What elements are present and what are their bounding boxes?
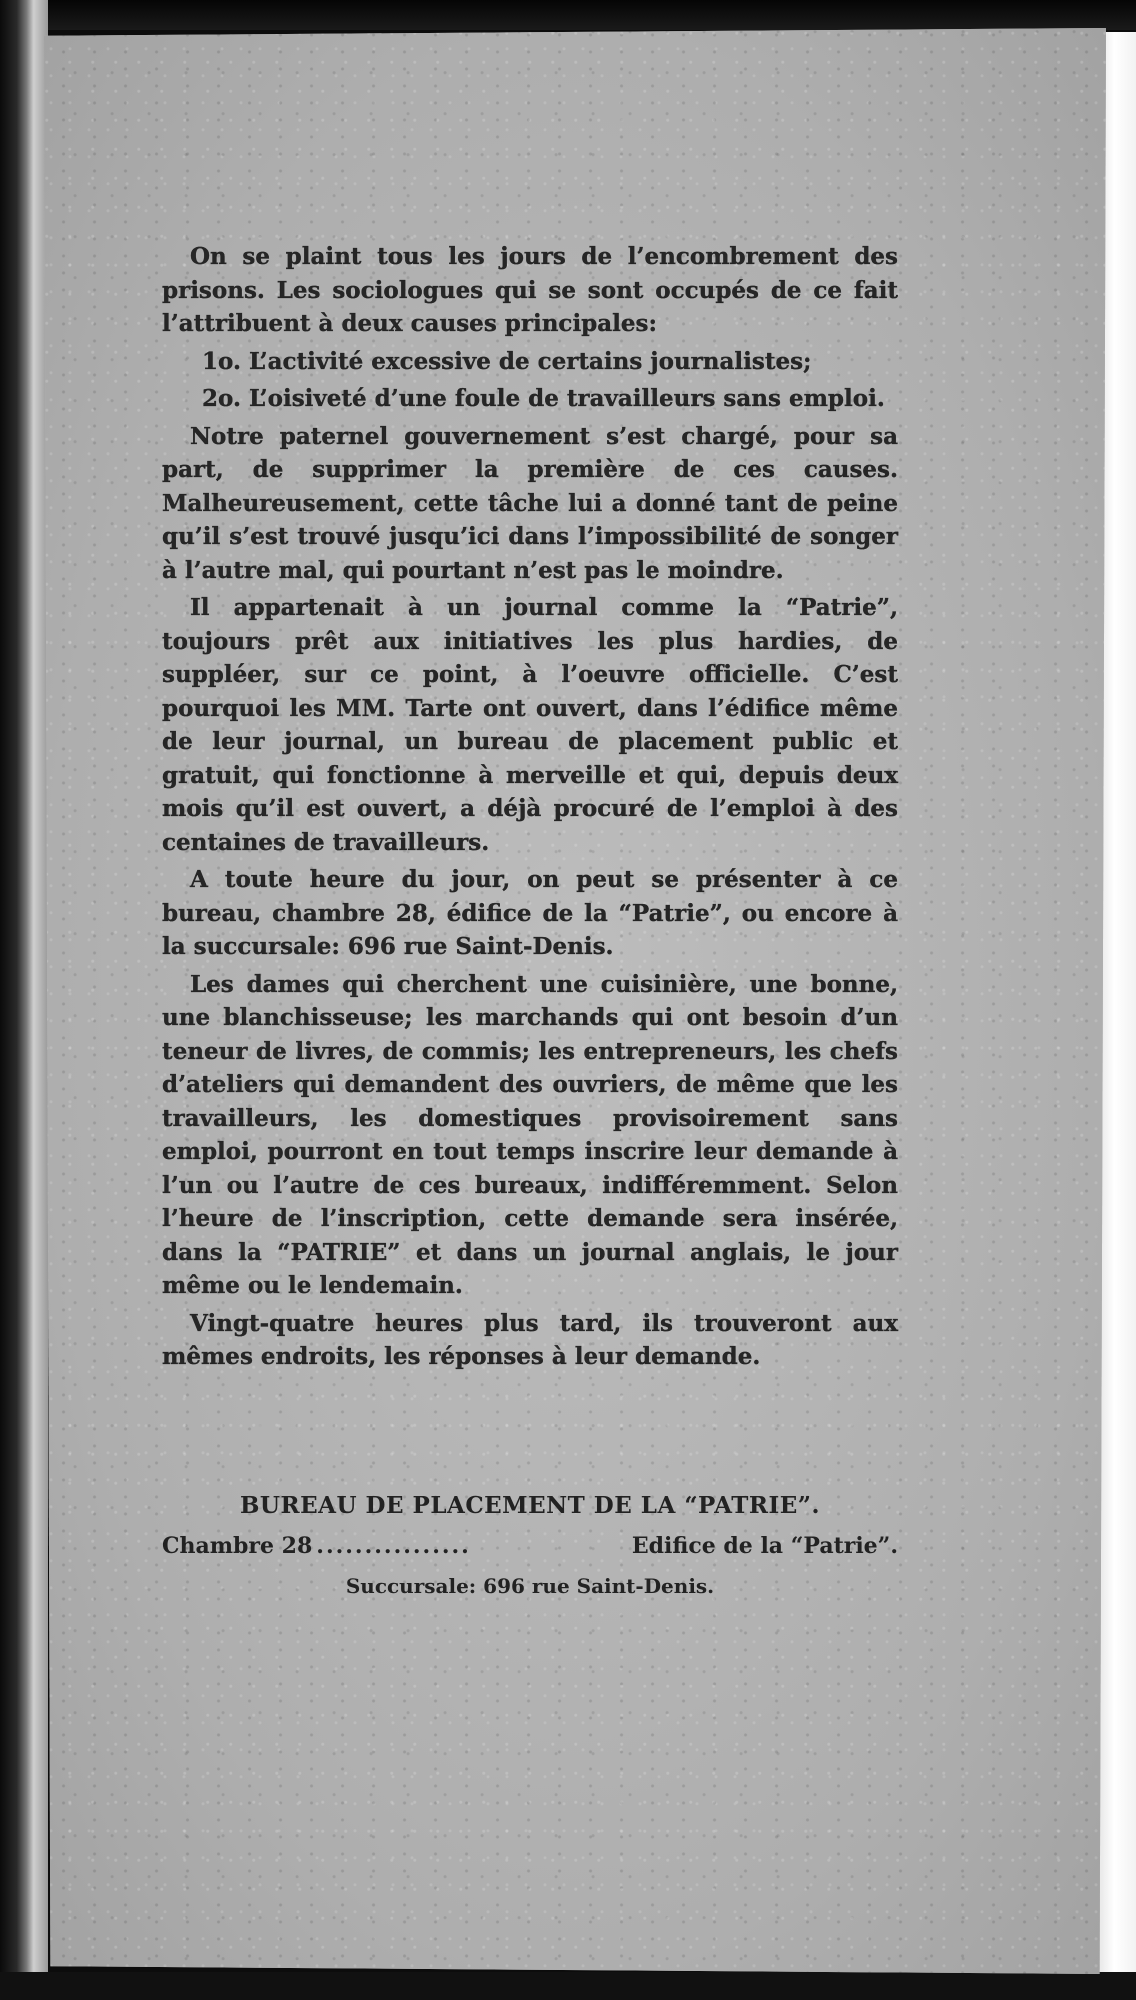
scan-bottom-border — [0, 1972, 1136, 2000]
document-body — [162, 240, 898, 1378]
scan-top-border — [0, 0, 1136, 30]
footer-chambre-line — [162, 1526, 898, 1566]
paragraph-hours: A toute heure du jour, on peut se présenter à ce bureau, chambre 28, édifice de la “Patrie”, ou encore à la succursale: 696 rue Saint-Denis. — [162, 866, 898, 960]
footer-chambre-label: Chambre 28 — [162, 1533, 313, 1559]
cause-1: 1o. L’activité excessive de certains journalistes; — [202, 347, 812, 375]
footer-leader-dots: ................ — [316, 1533, 471, 1559]
footer-edifice-label: Edifice de la “Patrie”. — [631, 1533, 898, 1559]
paragraph-government: Notre paternel gouvernement s’est chargé, pour sa part, de supprimer la première de ces causes. Malheureusement, cette tâche lui a donné tant de peine qu’il s’est trouvé jusqu’ici dans l’impossibilité de songer à l’autre mal, qui pourtant n’est pas le moindre. — [162, 422, 898, 584]
cause-2: 2o. L’oisiveté d’une foule de travailleurs sans emploi. — [202, 385, 885, 412]
paragraph-intro: On se plaint tous les jours de l’encombrement des prisons. Les sociologues qui se sont occupés de ce fait l’attribuent à deux causes principales: — [162, 243, 898, 337]
footer-title: BUREAU DE PLACEMENT DE LA “PATRIE”. — [239, 1492, 821, 1519]
document-footer — [162, 1486, 898, 1606]
paragraph-responses: Vingt-quatre heures plus tard, ils trouveront aux mêmes endroits, les réponses à leur demande. — [162, 1309, 898, 1370]
paragraph-employers: Les dames qui cherchent une cuisinière, une bonne, une blanchisseuse; les marchands qui ont besoin d’un teneur de livres, de commis; les entrepreneurs, les chefs d’ateliers qui demandent des ouvriers, de même que les travailleurs, les domestiques provisoirement sans emploi, pourront en tout temps inscrire leur demande à l’un ou l’autre de ces bureaux, indifféremment. Selon l’heure de l’inscription, cette demande sera insérée, dans la “PATRIE” et dans un journal anglais, le jour même ou le lendemain. — [162, 970, 898, 1299]
footer-succursale: Succursale: 696 rue Saint-Denis. — [345, 1574, 715, 1598]
paragraph-patrie: Il appartenait à un journal comme la “Patrie”, toujours prêt aux initiatives les plus hardies, de suppléer, sur ce point, à l’oeuvre officielle. C’est pourquoi les MM. Tarte ont ouvert, dans l’édifice même de leur journal, un bureau de placement public et gratuit, qui fonctionne à merveille et qui, depuis deux mois qu’il est ouvert, a déjà procuré de l’emploi à des centaines de travailleurs. — [162, 594, 898, 856]
scan-binding-edge — [0, 0, 48, 2000]
